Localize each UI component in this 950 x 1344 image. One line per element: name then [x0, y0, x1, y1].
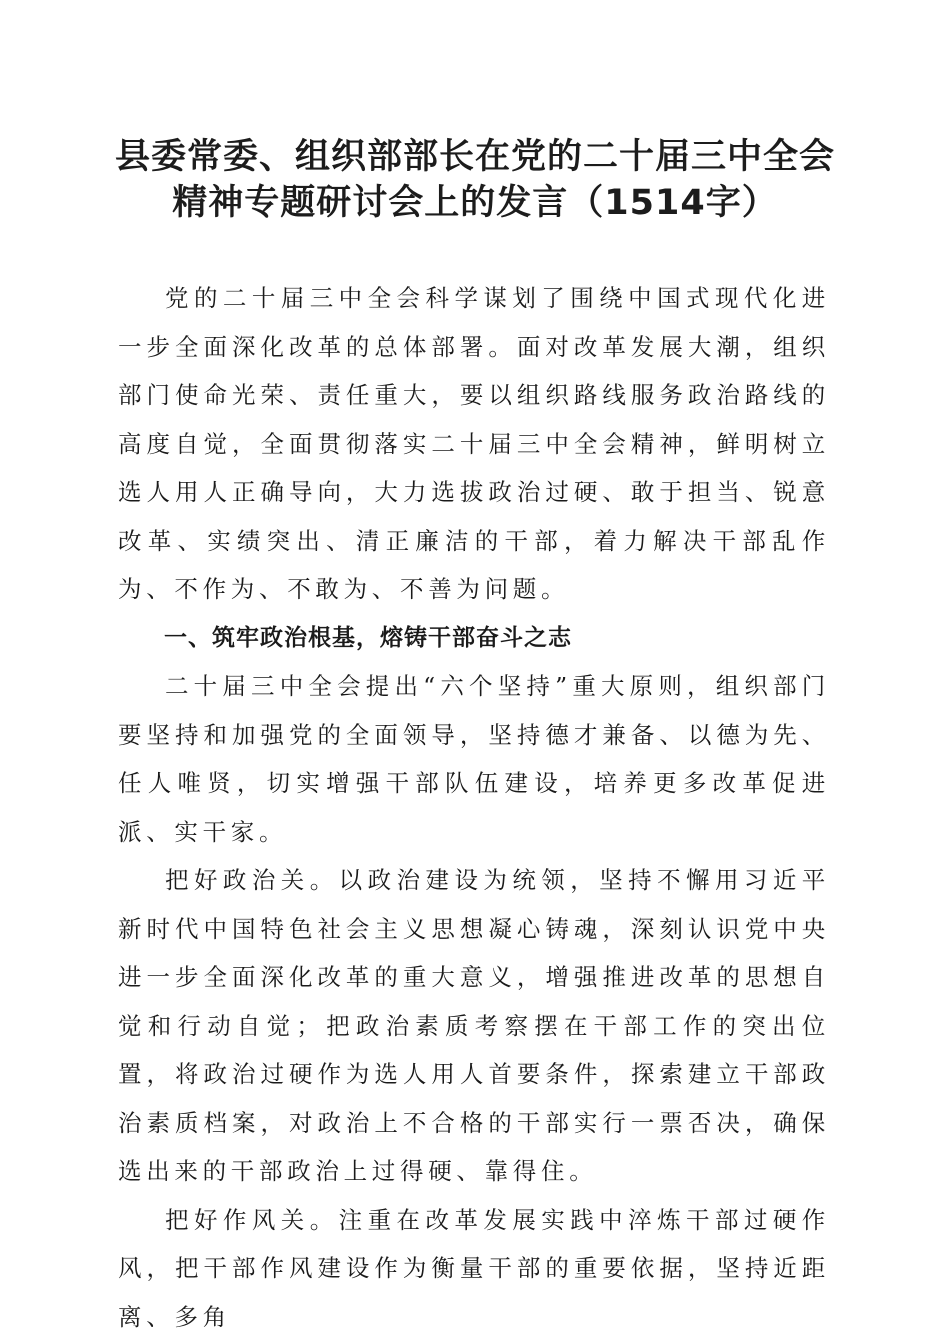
title-line-1: 县委常委、组织部部长在党的二十届三中全会 — [114, 137, 835, 177]
title-line-2: 精神专题研讨会上的发言（1514字） — [172, 183, 778, 223]
document-title — [100, 134, 850, 226]
document-body — [118, 274, 830, 1341]
section-heading-1: 一、筑牢政治根基，熔铸干部奋斗之志 — [164, 624, 572, 651]
paragraph-intro: 党的二十届三中全会科学谋划了围绕中国式现代化进一步全面深化改革的总体部署。面对改革发展大潮，组织部门使命光荣、责任重大，要以组织路线服务政治路线的高度自觉，全面贯彻落实二十届三中全会精神，鲜明树立选人用人正确导向，大力选拔政治过硬、敢于担当、锐意改革、实绩突出、清正廉洁的干部，着力解决干部乱作为、不作为、不敢为、不善为问题。 — [118, 284, 830, 603]
paragraph-work-style-check: 把好作风关。注重在改革发展实践中淬炼干部过硬作风，把干部作风建设作为衡量干部的重要依据，坚持近距离、多角 — [118, 1205, 830, 1331]
paragraph-political-check: 把好政治关。以政治建设为统领，坚持不懈用习近平新时代中国特色社会主义思想凝心铸魂，深刻认识党中央进一步全面深化改革的重大意义，增强推进改革的思想自觉和行动自觉；把政治素质考察摆在干部工作的突出位置，将政治过硬作为选人用人首要条件，探索建立干部政治素质档案，对政治上不合格的干部实行一票否决，确保选出来的干部政治上过得硬、靠得住。 — [118, 866, 830, 1185]
paragraph-principles: 二十届三中全会提出“六个坚持”重大原则，组织部门要坚持和加强党的全面领导，坚持德才兼备、以德为先、任人唯贤，切实增强干部队伍建设，培养更多改革促进派、实干家。 — [118, 672, 830, 846]
